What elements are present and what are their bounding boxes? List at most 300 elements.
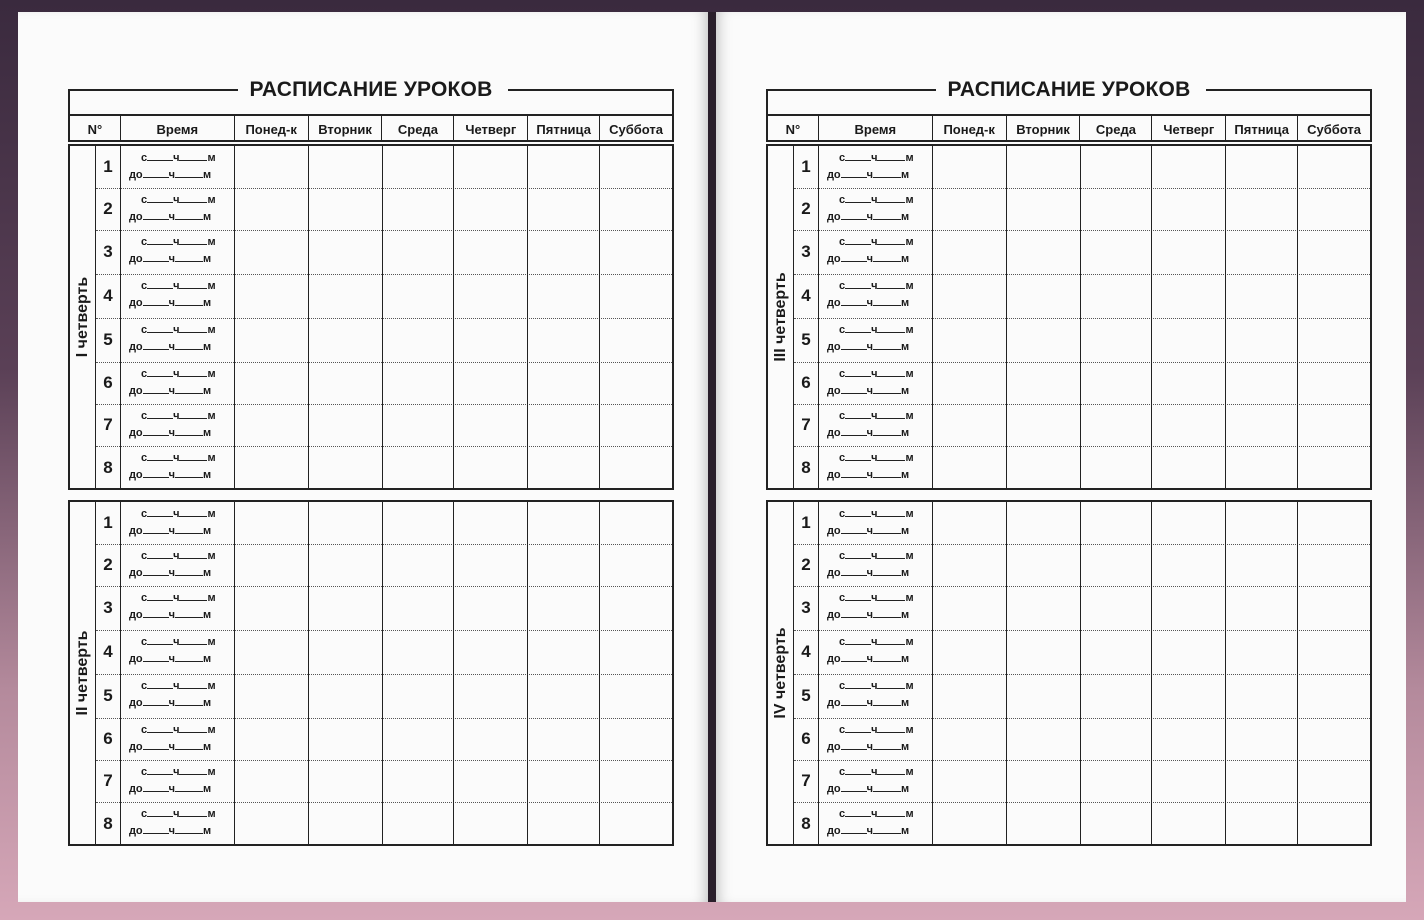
cell-tuesday[interactable]: [309, 718, 383, 760]
cell-saturday[interactable]: [1298, 630, 1370, 674]
from-hour-blank[interactable]: [147, 367, 173, 377]
lesson-time-field[interactable]: [819, 446, 933, 490]
to-minute-blank[interactable]: [873, 696, 901, 706]
from-hour-blank[interactable]: [845, 807, 871, 817]
cell-thursday[interactable]: [454, 446, 528, 490]
from-minute-blank[interactable]: [179, 549, 207, 559]
to-minute-blank[interactable]: [175, 426, 203, 436]
cell-friday[interactable]: [528, 802, 600, 846]
cell-wednesday[interactable]: [383, 674, 455, 718]
cell-monday[interactable]: [933, 318, 1007, 362]
cell-friday[interactable]: [528, 188, 600, 230]
to-hour-blank[interactable]: [143, 168, 169, 178]
from-hour-blank[interactable]: [845, 635, 871, 645]
cell-friday[interactable]: [1226, 146, 1298, 188]
cell-friday[interactable]: [1226, 362, 1298, 404]
cell-friday[interactable]: [528, 502, 600, 544]
from-minute-blank[interactable]: [877, 193, 905, 203]
from-hour-blank[interactable]: [147, 635, 173, 645]
from-hour-blank[interactable]: [147, 679, 173, 689]
cell-thursday[interactable]: [454, 718, 528, 760]
cell-tuesday[interactable]: [1007, 544, 1081, 586]
from-minute-blank[interactable]: [179, 235, 207, 245]
cell-wednesday[interactable]: [1081, 586, 1153, 630]
cell-thursday[interactable]: [454, 274, 528, 318]
from-hour-blank[interactable]: [845, 549, 871, 559]
cell-saturday[interactable]: [600, 318, 672, 362]
to-hour-blank[interactable]: [841, 740, 867, 750]
to-hour-blank[interactable]: [841, 426, 867, 436]
from-hour-blank[interactable]: [147, 507, 173, 517]
cell-friday[interactable]: [1226, 502, 1298, 544]
cell-wednesday[interactable]: [1081, 760, 1153, 802]
to-hour-blank[interactable]: [841, 608, 867, 618]
to-minute-blank[interactable]: [175, 740, 203, 750]
cell-saturday[interactable]: [600, 362, 672, 404]
from-minute-blank[interactable]: [877, 409, 905, 419]
lesson-time-field[interactable]: [121, 586, 235, 630]
to-minute-blank[interactable]: [175, 696, 203, 706]
cell-wednesday[interactable]: [383, 630, 455, 674]
cell-thursday[interactable]: [1152, 446, 1226, 490]
cell-thursday[interactable]: [454, 404, 528, 446]
lesson-time-field[interactable]: [819, 318, 933, 362]
cell-tuesday[interactable]: [309, 274, 383, 318]
cell-monday[interactable]: [933, 544, 1007, 586]
from-hour-blank[interactable]: [147, 591, 173, 601]
cell-tuesday[interactable]: [1007, 446, 1081, 490]
cell-wednesday[interactable]: [383, 230, 455, 274]
cell-monday[interactable]: [933, 230, 1007, 274]
to-hour-blank[interactable]: [143, 524, 169, 534]
from-hour-blank[interactable]: [845, 765, 871, 775]
cell-wednesday[interactable]: [1081, 362, 1153, 404]
cell-wednesday[interactable]: [383, 404, 455, 446]
cell-tuesday[interactable]: [309, 760, 383, 802]
from-hour-blank[interactable]: [845, 723, 871, 733]
cell-tuesday[interactable]: [1007, 274, 1081, 318]
cell-monday[interactable]: [933, 274, 1007, 318]
cell-monday[interactable]: [933, 760, 1007, 802]
cell-thursday[interactable]: [1152, 802, 1226, 846]
cell-wednesday[interactable]: [1081, 802, 1153, 846]
to-hour-blank[interactable]: [841, 696, 867, 706]
from-minute-blank[interactable]: [877, 549, 905, 559]
cell-wednesday[interactable]: [383, 544, 455, 586]
cell-saturday[interactable]: [1298, 502, 1370, 544]
lesson-time-field[interactable]: [121, 502, 235, 544]
cell-wednesday[interactable]: [1081, 630, 1153, 674]
cell-thursday[interactable]: [1152, 362, 1226, 404]
from-minute-blank[interactable]: [877, 635, 905, 645]
cell-thursday[interactable]: [1152, 718, 1226, 760]
to-hour-blank[interactable]: [841, 524, 867, 534]
cell-tuesday[interactable]: [1007, 404, 1081, 446]
cell-wednesday[interactable]: [383, 146, 455, 188]
cell-monday[interactable]: [235, 544, 309, 586]
from-minute-blank[interactable]: [877, 765, 905, 775]
cell-saturday[interactable]: [1298, 362, 1370, 404]
to-hour-blank[interactable]: [143, 426, 169, 436]
cell-friday[interactable]: [1226, 318, 1298, 362]
cell-thursday[interactable]: [454, 674, 528, 718]
cell-friday[interactable]: [528, 718, 600, 760]
cell-wednesday[interactable]: [1081, 502, 1153, 544]
to-minute-blank[interactable]: [175, 168, 203, 178]
cell-thursday[interactable]: [454, 630, 528, 674]
cell-tuesday[interactable]: [309, 188, 383, 230]
cell-thursday[interactable]: [1152, 586, 1226, 630]
cell-saturday[interactable]: [600, 802, 672, 846]
cell-monday[interactable]: [235, 188, 309, 230]
to-hour-blank[interactable]: [143, 824, 169, 834]
from-hour-blank[interactable]: [845, 235, 871, 245]
cell-wednesday[interactable]: [1081, 674, 1153, 718]
to-minute-blank[interactable]: [175, 384, 203, 394]
cell-monday[interactable]: [933, 446, 1007, 490]
to-minute-blank[interactable]: [175, 468, 203, 478]
lesson-time-field[interactable]: [121, 318, 235, 362]
to-minute-blank[interactable]: [873, 608, 901, 618]
from-minute-blank[interactable]: [179, 451, 207, 461]
to-hour-blank[interactable]: [841, 384, 867, 394]
lesson-time-field[interactable]: [121, 544, 235, 586]
to-hour-blank[interactable]: [143, 384, 169, 394]
cell-saturday[interactable]: [1298, 586, 1370, 630]
cell-tuesday[interactable]: [1007, 318, 1081, 362]
to-minute-blank[interactable]: [873, 296, 901, 306]
cell-wednesday[interactable]: [383, 718, 455, 760]
cell-saturday[interactable]: [1298, 802, 1370, 846]
cell-tuesday[interactable]: [309, 544, 383, 586]
from-hour-blank[interactable]: [845, 193, 871, 203]
cell-thursday[interactable]: [454, 318, 528, 362]
to-minute-blank[interactable]: [873, 524, 901, 534]
cell-tuesday[interactable]: [309, 404, 383, 446]
to-hour-blank[interactable]: [841, 782, 867, 792]
from-hour-blank[interactable]: [147, 765, 173, 775]
to-minute-blank[interactable]: [175, 824, 203, 834]
lesson-time-field[interactable]: [819, 230, 933, 274]
from-hour-blank[interactable]: [845, 279, 871, 289]
cell-thursday[interactable]: [454, 362, 528, 404]
from-minute-blank[interactable]: [179, 151, 207, 161]
to-minute-blank[interactable]: [873, 210, 901, 220]
cell-tuesday[interactable]: [309, 446, 383, 490]
cell-friday[interactable]: [528, 544, 600, 586]
cell-monday[interactable]: [933, 502, 1007, 544]
to-minute-blank[interactable]: [873, 652, 901, 662]
cell-thursday[interactable]: [454, 760, 528, 802]
from-hour-blank[interactable]: [147, 193, 173, 203]
cell-friday[interactable]: [1226, 630, 1298, 674]
cell-monday[interactable]: [235, 362, 309, 404]
to-hour-blank[interactable]: [841, 652, 867, 662]
cell-friday[interactable]: [1226, 446, 1298, 490]
cell-thursday[interactable]: [1152, 674, 1226, 718]
to-hour-blank[interactable]: [841, 566, 867, 576]
to-minute-blank[interactable]: [873, 740, 901, 750]
to-hour-blank[interactable]: [143, 468, 169, 478]
cell-tuesday[interactable]: [1007, 630, 1081, 674]
cell-wednesday[interactable]: [1081, 318, 1153, 362]
lesson-time-field[interactable]: [121, 274, 235, 318]
cell-thursday[interactable]: [1152, 760, 1226, 802]
cell-monday[interactable]: [933, 146, 1007, 188]
lesson-time-field[interactable]: [819, 544, 933, 586]
lesson-time-field[interactable]: [819, 274, 933, 318]
cell-thursday[interactable]: [1152, 318, 1226, 362]
cell-wednesday[interactable]: [383, 274, 455, 318]
cell-tuesday[interactable]: [1007, 674, 1081, 718]
cell-tuesday[interactable]: [309, 674, 383, 718]
cell-wednesday[interactable]: [1081, 446, 1153, 490]
cell-tuesday[interactable]: [309, 802, 383, 846]
cell-saturday[interactable]: [1298, 404, 1370, 446]
cell-friday[interactable]: [1226, 230, 1298, 274]
lesson-time-field[interactable]: [819, 362, 933, 404]
to-minute-blank[interactable]: [873, 782, 901, 792]
from-minute-blank[interactable]: [877, 451, 905, 461]
cell-saturday[interactable]: [1298, 760, 1370, 802]
to-minute-blank[interactable]: [175, 782, 203, 792]
from-minute-blank[interactable]: [877, 679, 905, 689]
cell-friday[interactable]: [528, 404, 600, 446]
cell-monday[interactable]: [235, 630, 309, 674]
cell-wednesday[interactable]: [383, 802, 455, 846]
cell-thursday[interactable]: [1152, 146, 1226, 188]
cell-tuesday[interactable]: [1007, 188, 1081, 230]
from-minute-blank[interactable]: [179, 367, 207, 377]
cell-monday[interactable]: [933, 404, 1007, 446]
lesson-time-field[interactable]: [819, 146, 933, 188]
cell-monday[interactable]: [933, 802, 1007, 846]
from-hour-blank[interactable]: [147, 323, 173, 333]
cell-saturday[interactable]: [1298, 544, 1370, 586]
cell-thursday[interactable]: [454, 230, 528, 274]
cell-monday[interactable]: [235, 146, 309, 188]
cell-friday[interactable]: [1226, 586, 1298, 630]
cell-tuesday[interactable]: [1007, 502, 1081, 544]
cell-monday[interactable]: [933, 586, 1007, 630]
from-minute-blank[interactable]: [179, 723, 207, 733]
cell-saturday[interactable]: [1298, 318, 1370, 362]
cell-tuesday[interactable]: [1007, 146, 1081, 188]
cell-saturday[interactable]: [600, 188, 672, 230]
from-minute-blank[interactable]: [877, 279, 905, 289]
lesson-time-field[interactable]: [121, 802, 235, 846]
from-minute-blank[interactable]: [179, 591, 207, 601]
cell-friday[interactable]: [1226, 404, 1298, 446]
to-hour-blank[interactable]: [143, 608, 169, 618]
cell-saturday[interactable]: [600, 674, 672, 718]
from-hour-blank[interactable]: [845, 507, 871, 517]
from-minute-blank[interactable]: [179, 807, 207, 817]
cell-friday[interactable]: [528, 318, 600, 362]
cell-monday[interactable]: [235, 230, 309, 274]
cell-tuesday[interactable]: [309, 230, 383, 274]
from-minute-blank[interactable]: [179, 679, 207, 689]
cell-friday[interactable]: [1226, 188, 1298, 230]
cell-thursday[interactable]: [454, 146, 528, 188]
from-hour-blank[interactable]: [845, 323, 871, 333]
cell-thursday[interactable]: [454, 502, 528, 544]
cell-saturday[interactable]: [1298, 230, 1370, 274]
from-minute-blank[interactable]: [877, 323, 905, 333]
to-hour-blank[interactable]: [143, 252, 169, 262]
lesson-time-field[interactable]: [121, 188, 235, 230]
cell-monday[interactable]: [933, 674, 1007, 718]
cell-saturday[interactable]: [600, 404, 672, 446]
to-hour-blank[interactable]: [841, 824, 867, 834]
cell-friday[interactable]: [1226, 802, 1298, 846]
from-hour-blank[interactable]: [147, 151, 173, 161]
to-hour-blank[interactable]: [143, 652, 169, 662]
cell-thursday[interactable]: [1152, 544, 1226, 586]
to-hour-blank[interactable]: [841, 168, 867, 178]
to-hour-blank[interactable]: [143, 740, 169, 750]
from-hour-blank[interactable]: [845, 451, 871, 461]
to-hour-blank[interactable]: [841, 252, 867, 262]
to-hour-blank[interactable]: [143, 782, 169, 792]
cell-monday[interactable]: [235, 318, 309, 362]
lesson-time-field[interactable]: [121, 760, 235, 802]
cell-saturday[interactable]: [600, 586, 672, 630]
cell-wednesday[interactable]: [383, 446, 455, 490]
to-hour-blank[interactable]: [841, 210, 867, 220]
from-hour-blank[interactable]: [147, 723, 173, 733]
lesson-time-field[interactable]: [121, 230, 235, 274]
cell-wednesday[interactable]: [383, 586, 455, 630]
cell-saturday[interactable]: [600, 274, 672, 318]
cell-friday[interactable]: [1226, 760, 1298, 802]
cell-thursday[interactable]: [1152, 502, 1226, 544]
to-minute-blank[interactable]: [873, 468, 901, 478]
cell-monday[interactable]: [235, 274, 309, 318]
cell-monday[interactable]: [235, 586, 309, 630]
cell-thursday[interactable]: [454, 802, 528, 846]
from-hour-blank[interactable]: [845, 367, 871, 377]
cell-wednesday[interactable]: [1081, 146, 1153, 188]
cell-monday[interactable]: [235, 674, 309, 718]
to-hour-blank[interactable]: [143, 696, 169, 706]
cell-saturday[interactable]: [600, 760, 672, 802]
lesson-time-field[interactable]: [819, 586, 933, 630]
cell-friday[interactable]: [528, 274, 600, 318]
to-hour-blank[interactable]: [143, 210, 169, 220]
to-minute-blank[interactable]: [873, 340, 901, 350]
cell-friday[interactable]: [1226, 274, 1298, 318]
cell-tuesday[interactable]: [1007, 586, 1081, 630]
to-minute-blank[interactable]: [175, 340, 203, 350]
from-minute-blank[interactable]: [179, 635, 207, 645]
cell-wednesday[interactable]: [383, 502, 455, 544]
from-minute-blank[interactable]: [877, 723, 905, 733]
cell-saturday[interactable]: [600, 230, 672, 274]
to-minute-blank[interactable]: [175, 252, 203, 262]
to-hour-blank[interactable]: [143, 340, 169, 350]
cell-thursday[interactable]: [454, 586, 528, 630]
cell-monday[interactable]: [235, 502, 309, 544]
lesson-time-field[interactable]: [819, 802, 933, 846]
cell-friday[interactable]: [528, 674, 600, 718]
to-minute-blank[interactable]: [175, 210, 203, 220]
from-hour-blank[interactable]: [845, 679, 871, 689]
from-hour-blank[interactable]: [147, 235, 173, 245]
to-minute-blank[interactable]: [175, 652, 203, 662]
cell-thursday[interactable]: [454, 544, 528, 586]
cell-monday[interactable]: [933, 718, 1007, 760]
from-minute-blank[interactable]: [179, 409, 207, 419]
cell-wednesday[interactable]: [1081, 230, 1153, 274]
lesson-time-field[interactable]: [121, 674, 235, 718]
cell-wednesday[interactable]: [383, 318, 455, 362]
cell-tuesday[interactable]: [309, 630, 383, 674]
from-hour-blank[interactable]: [845, 409, 871, 419]
from-hour-blank[interactable]: [147, 409, 173, 419]
from-hour-blank[interactable]: [845, 591, 871, 601]
to-minute-blank[interactable]: [873, 566, 901, 576]
cell-thursday[interactable]: [1152, 404, 1226, 446]
cell-monday[interactable]: [235, 718, 309, 760]
cell-wednesday[interactable]: [1081, 544, 1153, 586]
cell-saturday[interactable]: [1298, 188, 1370, 230]
cell-wednesday[interactable]: [1081, 274, 1153, 318]
to-hour-blank[interactable]: [143, 566, 169, 576]
cell-friday[interactable]: [1226, 674, 1298, 718]
cell-monday[interactable]: [933, 630, 1007, 674]
cell-thursday[interactable]: [1152, 230, 1226, 274]
cell-monday[interactable]: [235, 760, 309, 802]
cell-wednesday[interactable]: [383, 188, 455, 230]
from-minute-blank[interactable]: [877, 235, 905, 245]
cell-saturday[interactable]: [600, 446, 672, 490]
cell-friday[interactable]: [528, 230, 600, 274]
cell-wednesday[interactable]: [383, 362, 455, 404]
lesson-time-field[interactable]: [121, 146, 235, 188]
lesson-time-field[interactable]: [819, 760, 933, 802]
from-minute-blank[interactable]: [179, 323, 207, 333]
lesson-time-field[interactable]: [121, 718, 235, 760]
to-minute-blank[interactable]: [873, 252, 901, 262]
cell-monday[interactable]: [933, 188, 1007, 230]
to-hour-blank[interactable]: [841, 340, 867, 350]
cell-saturday[interactable]: [600, 544, 672, 586]
to-hour-blank[interactable]: [143, 296, 169, 306]
cell-thursday[interactable]: [1152, 274, 1226, 318]
lesson-time-field[interactable]: [121, 362, 235, 404]
cell-friday[interactable]: [1226, 718, 1298, 760]
cell-tuesday[interactable]: [1007, 362, 1081, 404]
cell-tuesday[interactable]: [1007, 760, 1081, 802]
cell-saturday[interactable]: [1298, 718, 1370, 760]
from-minute-blank[interactable]: [179, 279, 207, 289]
lesson-time-field[interactable]: [819, 718, 933, 760]
cell-friday[interactable]: [1226, 544, 1298, 586]
cell-tuesday[interactable]: [1007, 718, 1081, 760]
cell-friday[interactable]: [528, 446, 600, 490]
cell-tuesday[interactable]: [309, 362, 383, 404]
cell-saturday[interactable]: [600, 146, 672, 188]
cell-saturday[interactable]: [1298, 674, 1370, 718]
cell-tuesday[interactable]: [1007, 230, 1081, 274]
cell-wednesday[interactable]: [383, 760, 455, 802]
cell-friday[interactable]: [528, 586, 600, 630]
from-hour-blank[interactable]: [147, 549, 173, 559]
cell-monday[interactable]: [933, 362, 1007, 404]
cell-saturday[interactable]: [1298, 146, 1370, 188]
cell-wednesday[interactable]: [1081, 188, 1153, 230]
